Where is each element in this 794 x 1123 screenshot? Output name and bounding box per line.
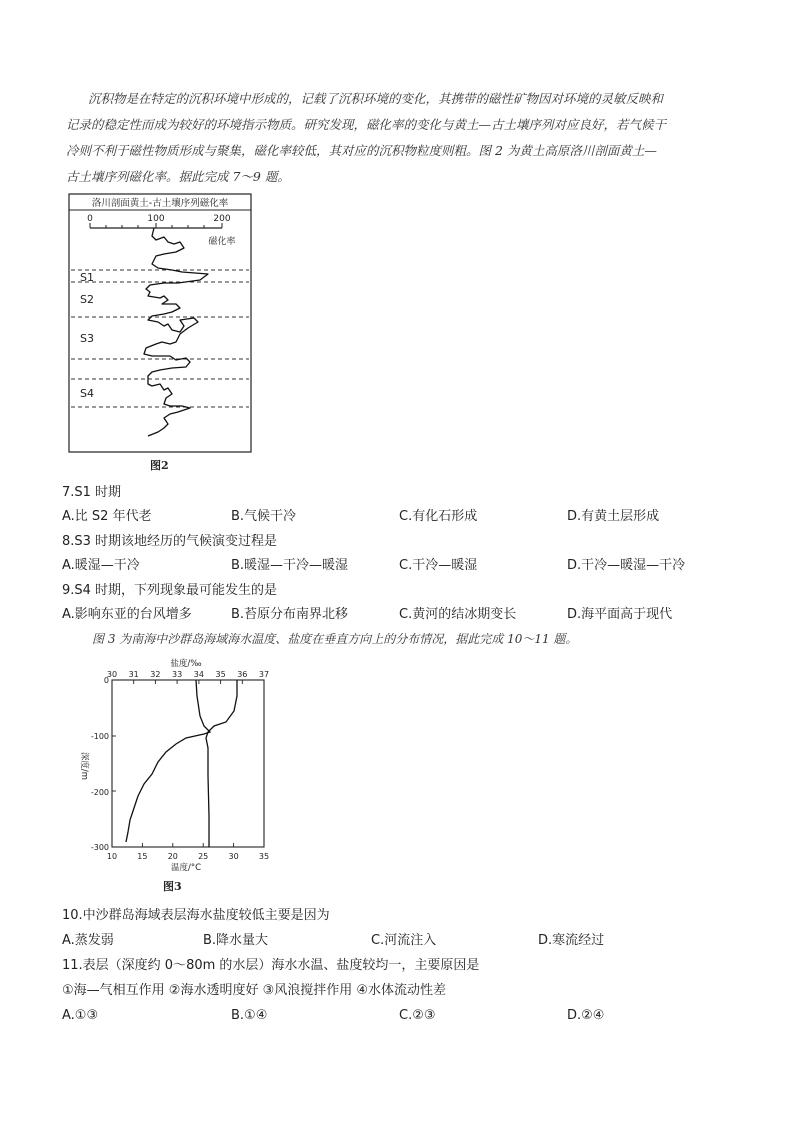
q11-option-b[interactable]: B.①④ bbox=[231, 1008, 268, 1023]
magnetic-susceptibility-curve bbox=[144, 228, 208, 436]
figure-3-caption: 图3 bbox=[163, 880, 182, 893]
q10-option-c[interactable]: C.河流注入 bbox=[371, 933, 437, 948]
question-7-stem: 7.S1 时期 bbox=[62, 485, 122, 500]
figure-3 bbox=[74, 656, 284, 878]
depth-axis-label: 深度/m bbox=[79, 751, 89, 781]
q10-option-b[interactable]: B.降水量大 bbox=[203, 933, 269, 948]
intro-line-4: 古土壤序列磁化率。据此完成 7～9 题。 bbox=[66, 169, 290, 184]
tick-label-0: 0 bbox=[87, 214, 93, 224]
svg-text:32: 32 bbox=[150, 670, 161, 679]
svg-text:-300: -300 bbox=[90, 843, 109, 852]
tick-label-200: 200 bbox=[213, 214, 231, 224]
q8-option-a[interactable]: A.暖湿—干冷 bbox=[62, 558, 140, 573]
salinity-profile-curve bbox=[206, 680, 237, 847]
q7-option-c[interactable]: C.有化石形成 bbox=[399, 509, 478, 524]
svg-text:-200: -200 bbox=[90, 788, 109, 797]
layer-label-s2: S2 bbox=[80, 293, 94, 306]
question-10-stem: 10.中沙群岛海域表层海水盐度较低主要是因为 bbox=[62, 908, 330, 923]
figure-2 bbox=[68, 192, 254, 454]
salinity-tick-marks bbox=[134, 680, 243, 684]
q11-option-d[interactable]: D.②④ bbox=[567, 1008, 605, 1023]
axis-label-magnetic: 磁化率 bbox=[208, 237, 236, 247]
figure-3-frame bbox=[112, 680, 264, 847]
question-8-stem: 8.S3 时期该地经历的气候演变过程是 bbox=[62, 534, 278, 549]
q8-option-d[interactable]: D.干冷—暖湿—干冷 bbox=[567, 558, 686, 573]
temperature-profile-curve bbox=[126, 680, 210, 842]
layer-boundaries bbox=[71, 270, 249, 407]
q9-option-d[interactable]: D.海平面高于现代 bbox=[567, 607, 673, 622]
q9-option-a[interactable]: A.影响东亚的台风增多 bbox=[62, 607, 192, 622]
svg-text:35: 35 bbox=[258, 852, 270, 861]
svg-text:15: 15 bbox=[137, 852, 148, 861]
depth-tick-marks bbox=[112, 736, 116, 791]
q11-option-c[interactable]: C.②③ bbox=[399, 1008, 436, 1023]
q7-option-d[interactable]: D.有黄土层形成 bbox=[567, 509, 660, 524]
figure-2-title: 洛川剖面黄土-古土壤序列磁化率 bbox=[91, 198, 229, 209]
temperature-tick-marks bbox=[142, 843, 233, 847]
svg-text:33: 33 bbox=[172, 670, 183, 679]
intro-paragraph-1 bbox=[66, 86, 738, 190]
svg-text:20: 20 bbox=[167, 852, 178, 861]
q11-option-a[interactable]: A.①③ bbox=[62, 1008, 99, 1023]
svg-text:35: 35 bbox=[215, 670, 226, 679]
intro-paragraph-2: 图 3 为南海中沙群岛海域海水温度、盐度在垂直方向上的分布情况，据此完成 10～11 题。 bbox=[92, 632, 578, 646]
salinity-tick-labels bbox=[107, 670, 269, 679]
intro-line-3: 冷则不利于磁性物质形成与聚集，磁化率较低，其对应的沉积物粒度则粗。图 2 为黄土高原洛川剖面黄土— bbox=[66, 143, 657, 158]
layer-label-s3: S3 bbox=[80, 332, 94, 345]
tick-label-100: 100 bbox=[147, 214, 165, 224]
intro-line-2: 记录的稳定性而成为较好的环境指示物质。研究发现，磁化率的变化与黄土—古土壤序列对应良好，若气候干 bbox=[66, 117, 667, 132]
q8-option-c[interactable]: C.干冷—暖湿 bbox=[399, 558, 478, 573]
q10-option-d[interactable]: D.寒流经过 bbox=[538, 933, 605, 948]
question-9-stem: 9.S4 时期，下列现象最可能发生的是 bbox=[62, 583, 278, 598]
svg-text:37: 37 bbox=[258, 670, 270, 679]
intro-line-1: 沉积物是在特定的沉积环境中形成的，记载了沉积环境的变化，其携带的磁性矿物因对环境的灵敏反映和 bbox=[88, 91, 664, 106]
q9-option-b[interactable]: B.苔原分布南界北移 bbox=[231, 607, 349, 622]
svg-text:25: 25 bbox=[198, 852, 209, 861]
question-11-choices: ①海—气相互作用 ②海水透明度好 ③风浪搅拌作用 ④水体流动性差 bbox=[62, 983, 447, 998]
layer-label-s1: S1 bbox=[80, 271, 94, 284]
svg-text:-100: -100 bbox=[90, 732, 109, 741]
svg-text:31: 31 bbox=[128, 670, 139, 679]
svg-text:34: 34 bbox=[193, 670, 204, 679]
salinity-axis-label: 盐度/‰ bbox=[170, 659, 202, 669]
svg-text:36: 36 bbox=[237, 670, 248, 679]
svg-text:10: 10 bbox=[106, 852, 118, 861]
q7-option-a[interactable]: A.比 S2 年代老 bbox=[62, 509, 152, 524]
question-11-stem: 11.表层（深度约 0～80m 的水层）海水水温、盐度较均一，主要原因是 bbox=[62, 958, 480, 973]
depth-tick-labels bbox=[91, 676, 109, 852]
svg-text:30: 30 bbox=[106, 670, 118, 679]
figure-2-caption: 图2 bbox=[150, 459, 169, 472]
q7-option-b[interactable]: B.气候干冷 bbox=[231, 509, 297, 524]
svg-text:0: 0 bbox=[103, 676, 109, 685]
temperature-axis-label: 温度/°C bbox=[170, 863, 202, 873]
q8-option-b[interactable]: B.暖湿—干冷—暖湿 bbox=[231, 558, 349, 573]
svg-text:30: 30 bbox=[228, 852, 239, 861]
q10-option-a[interactable]: A.蒸发弱 bbox=[62, 933, 114, 948]
temperature-tick-labels bbox=[107, 852, 269, 861]
q9-option-c[interactable]: C.黄河的结冰期变长 bbox=[399, 607, 517, 622]
layer-label-s4: S4 bbox=[80, 387, 94, 400]
